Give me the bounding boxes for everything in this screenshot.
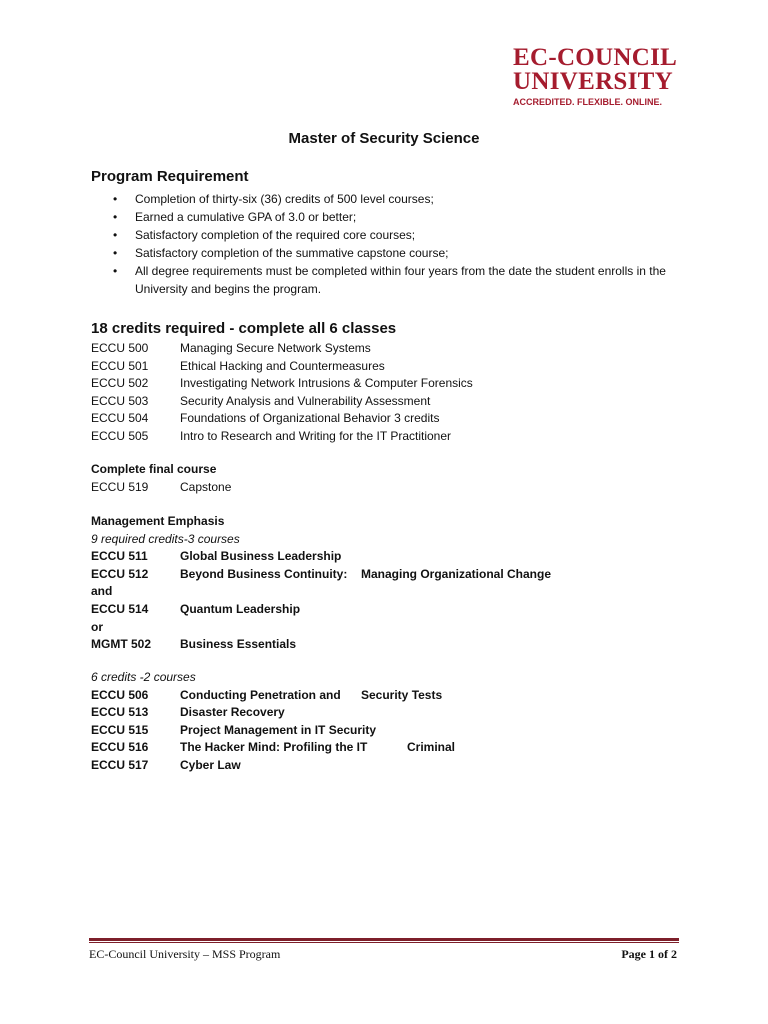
course-row [91, 687, 711, 705]
footer-rule [89, 938, 679, 941]
course-code: ECCU 512 [91, 566, 149, 581]
requirement-text: All degree requirements must be completed within four years from the date the student enrolls in the University and begins the program. [135, 264, 666, 296]
course-name: Cyber Law [180, 757, 241, 772]
course-code: ECCU 515 [91, 722, 149, 737]
footer-page-number: Page 1 of 2 [621, 947, 677, 961]
course-row [91, 410, 711, 428]
bullet-icon: • [113, 228, 118, 242]
course-name: Quantum Leadership [180, 601, 301, 616]
course-name: Foundations of Organizational Behavior 3 credits [180, 411, 440, 426]
requirement-item [91, 262, 691, 298]
course-name: Conducting Penetration and [180, 687, 341, 702]
logo-line-2: UNIVERSITY [513, 68, 673, 95]
course-name-continued: Managing Organizational Change [361, 566, 552, 581]
course-row [91, 375, 711, 393]
course-name: Ethical Hacking and Countermeasures [180, 358, 385, 373]
course-code: ECCU 506 [91, 687, 149, 702]
footer-program-label: EC-Council University – MSS Program [89, 947, 281, 961]
course-name: The Hacker Mind: Profiling the IT [180, 740, 368, 755]
course-row [91, 428, 711, 446]
connector-text [91, 619, 711, 637]
core-course-list [91, 340, 711, 446]
course-name: Global Business Leadership [180, 549, 342, 564]
course-row [91, 340, 711, 358]
course-code: ECCU 519 [91, 479, 149, 494]
requirement-item [91, 244, 691, 262]
course-name: Beyond Business Continuity: [180, 566, 348, 581]
university-logo [513, 44, 678, 108]
course-row [91, 636, 711, 654]
management-emphasis-section [91, 513, 711, 654]
course-code: ECCU 517 [91, 757, 149, 772]
bullet-icon: • [113, 246, 118, 260]
course-code: ECCU 511 [91, 549, 148, 564]
management-subheading: 9 required credits-3 courses [91, 531, 240, 546]
logo-tagline: ACCREDITED. FLEXIBLE. ONLINE. [513, 97, 663, 107]
management-heading: Management Emphasis [91, 514, 225, 528]
course-code: ECCU 516 [91, 740, 149, 755]
requirement-item [91, 190, 691, 208]
course-row [91, 722, 711, 740]
final-course-section [91, 461, 711, 496]
course-name: Investigating Network Intrusions & Computer Forensics [180, 376, 473, 391]
course-code: ECCU 502 [91, 376, 149, 391]
requirement-text: Satisfactory completion of the summative capstone course; [135, 246, 449, 260]
course-name: Capstone [180, 479, 232, 494]
course-code: ECCU 504 [91, 411, 149, 426]
course-name: Business Essentials [180, 637, 297, 652]
course-row [91, 358, 711, 376]
course-name: Managing Secure Network Systems [180, 341, 371, 355]
course-code: ECCU 514 [91, 601, 149, 616]
course-row [91, 601, 711, 619]
core-courses-heading: 18 credits required - complete all 6 classes [91, 320, 397, 337]
course-row [91, 757, 711, 775]
course-row [91, 393, 711, 411]
course-code: ECCU 505 [91, 428, 149, 443]
requirement-item [91, 208, 691, 226]
requirement-text: Satisfactory completion of the required core courses; [135, 228, 416, 242]
connector-text [91, 583, 711, 601]
requirement-text: Completion of thirty-six (36) credits of 500 level courses; [135, 192, 434, 206]
electives-section [91, 669, 711, 775]
bullet-icon: • [113, 264, 118, 278]
requirement-text: Earned a cumulative GPA of 3.0 or better; [135, 210, 357, 224]
connector-or: or [91, 619, 103, 634]
logo-line-1: EC-COUNCIL [513, 44, 678, 71]
requirement-item [91, 226, 691, 244]
course-row [91, 739, 711, 757]
course-name-continued: Criminal [407, 740, 456, 755]
course-name: Intro to Research and Writing for the IT Practitioner [180, 428, 452, 443]
course-code: ECCU 501 [91, 358, 149, 373]
course-name: Disaster Recovery [180, 705, 285, 720]
course-row [91, 548, 711, 566]
course-name: Project Management in IT Security [180, 722, 377, 737]
bullet-icon: • [113, 192, 118, 206]
course-name: Security Analysis and Vulnerability Assessment [180, 393, 431, 408]
course-row [91, 566, 711, 584]
electives-subheading: 6 credits -2 courses [91, 670, 196, 684]
course-code: ECCU 503 [91, 393, 149, 408]
course-code: MGMT 502 [91, 637, 152, 652]
bullet-icon: • [113, 210, 118, 224]
course-row [91, 704, 711, 722]
document-title: Master of Security Science [288, 130, 480, 147]
program-requirement-heading: Program Requirement [91, 168, 249, 185]
course-name-continued: Security Tests [361, 687, 443, 702]
final-course-heading: Complete final course [91, 462, 217, 476]
connector-and: and [91, 584, 113, 599]
requirement-list [91, 190, 691, 298]
course-code: ECCU 513 [91, 705, 149, 720]
footer-rule-thin [89, 942, 679, 943]
course-code: ECCU 500 [91, 341, 149, 355]
course-row [91, 479, 711, 497]
